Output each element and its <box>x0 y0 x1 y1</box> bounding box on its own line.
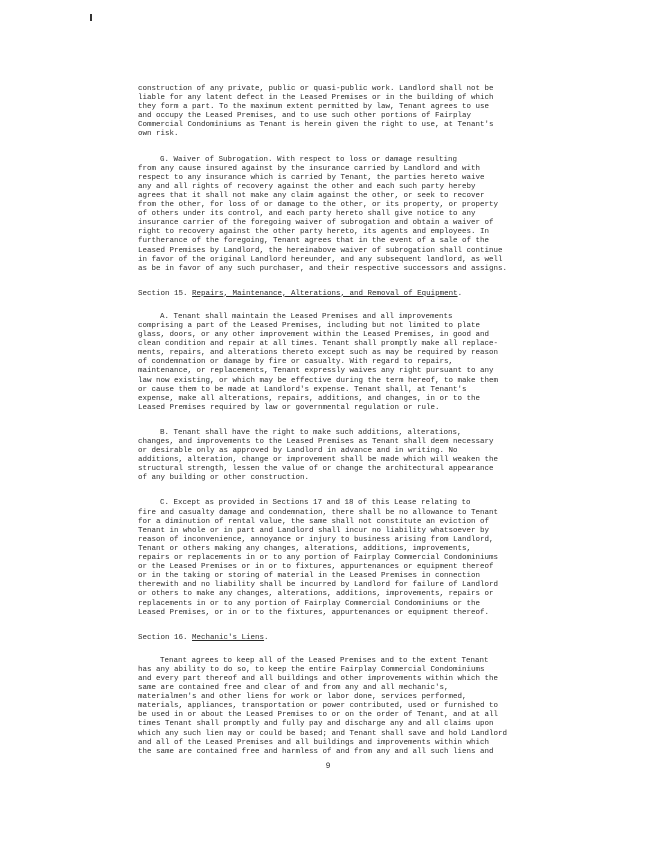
text-line: or in the taking or storing of material in the Leased Premises in connection <box>138 572 481 581</box>
text-line: any and all rights of recovery against the other and each such party hereby <box>138 182 476 191</box>
section-16-heading <box>138 634 508 643</box>
text-line: changes, and improvements to the Leased Premises as Tenant shall deem necessary <box>138 438 494 446</box>
text-line: Tenant in whole or in part and Landlord shall incur no liability whatsoever by <box>138 526 490 535</box>
text-line: and all of the Leased Premises and all buildings and improvements within which <box>138 738 490 747</box>
text-line: the same are contained free and harmless of and from any and all such liens and <box>138 747 494 756</box>
section-15-title-end: . <box>457 289 463 298</box>
section-16-title-end: . <box>264 633 269 642</box>
text-line: insurance carrier of the foregoing waiver of subrogation and obtain a waiver of <box>138 219 494 228</box>
paragraph-15-a <box>138 313 508 413</box>
text-line: materialmen's and other liens for work or labor done, services performed, <box>138 693 467 702</box>
text-line: times Tenant shall promptly and fully pay and discharge any and all claims upon <box>138 720 494 729</box>
text-line: G. Waiver of Subrogation. With respect to loss or damage resulting <box>160 155 458 164</box>
text-line: liable for any latent defect in the Leased Premises or in the building of which <box>138 94 494 103</box>
text-line: B. Tenant shall have the right to make such additions, alterations, <box>160 428 462 437</box>
text-line: glass, doors, or any other improvement within the Leased Premises, in good and <box>138 331 490 340</box>
text-line: repairs or replacements in or to any portion of Fairplay Commercial Condominiums <box>138 554 499 563</box>
text-line: or the Leased Premises or in or to fixtures, appurtenances or equipment thereof <box>138 563 494 572</box>
text-line: additions, alteration, change or improvement shall be made which will weaken the <box>138 456 499 465</box>
section-16-label: Section 16. <box>138 633 188 642</box>
text-line: from any cause insured against by the insurance carried by Landlord and with <box>138 164 481 173</box>
text-line: law now existing, or which may be effective during the term hereof, to make them <box>138 376 499 385</box>
text-line: in favor of the original Landlord hereunder, and any subsequent landlord, as well <box>138 255 503 264</box>
text-line: Tenant agrees to keep all of the Leased Premises and to the extent Tenant <box>160 656 489 665</box>
section-15-heading <box>138 290 508 299</box>
text-line: expense, make all alterations, repairs, additions, and changes, in or to the <box>138 394 481 403</box>
text-line: maintenance, or replacements, Tenant expressly waives any right pursuant to any <box>138 367 494 376</box>
text-line: own risk. <box>138 130 179 139</box>
text-line: agrees that it shall not make any claim against the other, or seek to recover <box>138 191 485 200</box>
paragraph-15-c <box>138 499 508 617</box>
text-line: for a diminution of rental value, the same shall not constitute an eviction of <box>138 517 490 526</box>
text-line: furtherance of the foregoing, Tenant agrees that in the event of a sale of the <box>138 237 490 246</box>
section-16-title: Mechanic's Liens <box>192 633 265 642</box>
paragraph-15-b <box>138 429 508 484</box>
text-line: as be in favor of any such purchaser, and their respective successors and assigns. <box>138 264 508 273</box>
page-number: 9 <box>325 762 331 771</box>
paragraph-waiver-of-subrogation <box>138 156 508 274</box>
text-line: right to recovery against the other party hereto, its agents and employees. In <box>138 228 490 237</box>
document-body <box>138 85 508 773</box>
text-line: be used in or about the Leased Premises to or on the order of Tenant, and at all <box>138 711 499 720</box>
text-line: respect to any insurance which is carried by Tenant, the parties hereto waive <box>138 173 485 182</box>
scan-mark <box>90 14 92 21</box>
text-line: has any ability to do so, to keep the entire Fairplay Commercial Condominiums <box>138 665 485 674</box>
text-line: replacements in or to any portion of Fairplay Commercial Condominiums or the <box>138 599 481 608</box>
text-line: they form a part. To the maximum extent permitted by law, Tenant agrees to use <box>138 103 490 112</box>
text-line: or cause them to be made at Landlord's expense. Tenant shall, at Tenant's <box>138 385 467 394</box>
text-line: Leased Premises, or in or to the fixtures, appurtenances or equipment thereof. <box>138 608 490 617</box>
text-line: of others under its control, and each party hereto shall give notice to any <box>138 210 476 219</box>
text-line: comprising a part of the Leased Premises, including but not limited to plate <box>138 321 481 330</box>
text-line: therewith and no liability shall be incurred by Landlord for failure of Landlord <box>138 581 499 590</box>
text-line: materials, appliances, transportation or power contributed, used or furnished to <box>138 702 499 711</box>
text-line: or desirable only as approved by Landlord in advance and in writing. No <box>138 447 458 456</box>
text-line: and every part thereof and all buildings and other improvements within which the <box>138 674 499 683</box>
text-line: which any such lien may or could be based; and Tenant shall save and hold Landlord <box>138 729 508 738</box>
text-line: and occupy the Leased Premises, and to use such other portions of Fairplay <box>138 112 472 121</box>
text-line: Leased Premises by Landlord, the hereinabove waiver of subrogation shall continue <box>138 246 503 255</box>
text-line: Leased Premises required by law or governmental regulation or rule. <box>138 403 440 412</box>
text-line: construction of any private, public or quasi-public work. Landlord shall not be <box>138 85 494 93</box>
text-line: or others to make any changes, alterations, additions, improvements, repairs or <box>138 590 494 599</box>
paragraph-continued <box>138 85 508 140</box>
text-line: of any building or other construction. <box>138 474 310 483</box>
section-15-title: Repairs, Maintenance, Alterations, and Removal of Equipment <box>192 289 458 298</box>
text-line: clean condition and repair at all times. Tenant shall promptly make all replace- <box>138 340 499 349</box>
text-line: of condemnation or damage by fire or casualty. With regard to repairs, <box>138 358 454 367</box>
text-line: structural strength, lessen the value of or change the architectural appearance <box>138 465 494 474</box>
text-line: reason of inconvenience, annoyance or injury to business arising from Landlord, <box>138 535 494 544</box>
paragraph-16 <box>138 657 508 757</box>
text-line: fire and casualty damage and condemnation, there shall be no allowance to Tenant <box>138 508 499 517</box>
text-line: Commercial Condominiums as Tenant is herein given the right to use, at Tenant's <box>138 121 494 130</box>
text-line: A. Tenant shall maintain the Leased Premises and all improvements <box>160 312 453 321</box>
section-15-label: Section 15. <box>138 289 188 298</box>
text-line: C. Except as provided in Sections 17 and 18 of this Lease relating to <box>160 499 471 508</box>
text-line: from the other, for loss of or damage to the other, or its property, or property <box>138 201 499 210</box>
text-line: Tenant or others making any changes, alterations, additions, improvements, <box>138 544 472 553</box>
text-line: ments, repairs, and alterations thereto except such as may be required by reason <box>138 349 499 358</box>
text-line: same are contained free and clear of and from any and all mechanic's, <box>138 684 449 693</box>
